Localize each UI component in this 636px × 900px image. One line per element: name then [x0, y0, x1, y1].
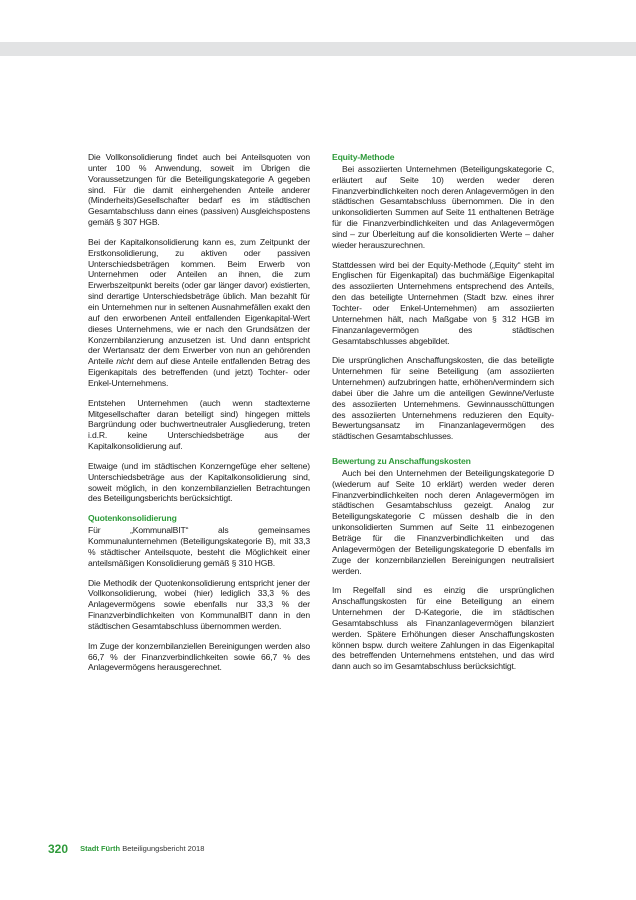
footer-brand: Stadt Fürth — [80, 844, 121, 853]
paragraph-bargruendung: Entstehen Unternehmen (auch wenn stadtexterne Mitgesellschafter daran beteiligt sind) hingegen mittels Bargründung oder buchwertneutraler Ausgliederung, treten i.d.R. keine Unterschiedsbeträge aus der Kapitalkonsolidierung auf. — [88, 397, 310, 452]
paragraph-regelfall: Im Regelfall sind es einzig die ursprünglichen Anschaffungskosten für eine Beteiligung an einem Unternehmen der D-Kategorie, die im städtischen Gesamtabschluss als Finanzanlagevermögen bilanziert werden. Spätere Erhöhungen dieser Anschaffungskosten können bspw. durch weitere Zahlungen in das Eigenkapital des betreffenden Unternehmens entstehen, und das wird dann auch so im Gesamtabschluss berücksichtigt. — [332, 585, 554, 672]
paragraph-kommunalbit: Für „KommunalBIT“ als gemeinsames Kommunalunternehmen (Beteiligungskategorie B), mit 33,3 % städtischer Anteilsquote, besteht die Möglichkeit einer anteilsmäßigen Konsolidierung gemäß § 310 HGB. — [88, 525, 310, 568]
paragraph-kategorie-d: Auch bei den Unternehmen der Beteiligungskategorie D (wiederum auf Seite 10 erklärt) werden weder deren Finanzverbindlichkeiten noch deren Anlagevermögen im städtischen Gesamtabschluss gezeigt. Analog zur Beteiligungskategorie C müssen deshalb die in den unkonsolidierten Summen auf Seite 11 einbezogenen Beträge für die Finanzverbindlichkeiten und das Anlagevermögen der Beteiligungskategorie D ebenfalls im Zuge der konzernbilanziellen Bereinigungen neutralisiert werden. — [332, 467, 554, 576]
footer-report-title: Beteiligungsbericht 2018 — [122, 844, 205, 853]
paragraph-equity-anschaffungskosten: Die ursprünglichen Anschaffungskosten, die das beteiligte Unternehmen für seine Beteiligung (am assoziierten Unternehmen) aufzubringen hatte, erhöhen/vermindern sich dabei über die Jahre um die anteiligen Gewinne/Verluste des assoziierten Unternehmens. Gewinnausschüttungen des assoziierten Unternehmens reduzieren den Equity-Bewertungsansatz im Finanzanlagevermögen des städtischen Gesamtabschlusses. — [332, 355, 554, 442]
page-number: 320 — [48, 842, 69, 856]
paragraph-kapitalkonsolidierung-text: Bei der Kapitalkonsolidierung kann es, zum Zeitpunkt der Erstkonsolidierung, zu aktiven oder passiven Unterschiedsbeträgen kommen. Beim Erwerb von Unternehmen oder Anteilen an ihnen, die zum Erwerbszeitpunkt bereits (oder gar länger davor) existierten, sind derartige Unterschiedsbeträge üblich. Man bezahlt für ein Unternehmen nur in seltenen Ausnahmefällen exakt den auf den erworbenen Anteil entfallenden Eigenkapital-Wert dieses Unternehmens, wie er nach den Grundsätzen der Konzernbilanzierung anzusetzen ist. Und dann entspricht der Wertansatz der dem Erwerber von nun an gehörenden Anteile — [88, 236, 310, 367]
right-column — [332, 152, 554, 681]
heading-bewertung-anschaffungskosten: Bewertung zu Anschaffungskosten — [332, 456, 471, 467]
paragraph-vollkonsolidierung: Die Vollkonsolidierung findet auch bei Anteilsquoten von unter 100 % Anwendung, soweit im Übrigen die Voraussetzungen für die Beteiligungskategorie A gegeben sind. Für die damit einhergehenden Anteile anderer (Minderheits)Gesellschafter bedarf es im städtischen Gesamtabschluss dann eines (passiven) Ausgleichspostens gemäß § 307 HGB. — [88, 152, 310, 228]
page-footer — [48, 842, 204, 856]
paragraph-assoziierte: Bei assoziierten Unternehmen (Beteiligungskategorie C, erläutert auf Seite 10) werden weder deren Finanzverbindlichkeiten noch deren Anlagevermögen in den städtischen Gesamtabschluss übernommen. Die in den unkonsolidierten Summen auf Seite 11 enthaltenen Beträge für die Finanzverbindlichkeiten und das Anlagevermögen sind – zur Überleitung auf die konsolidierten Werte – daher wieder herauszurechnen. — [332, 163, 554, 250]
paragraph-kapitalkonsolidierung — [88, 237, 310, 389]
emphasis-nicht: nicht — [116, 356, 134, 367]
paragraph-equity-stattdessen: Stattdessen wird bei der Equity-Methode („Equity“ steht im Englischen für Eigenkapital) das buchmäßige Eigenkapital des assoziierten Unternehmens entsprechend des Anteils, den das beteiligte Unternehmen (Stadt bzw. eines ihrer Tochter- oder Enkel-Unternehmen) am assoziierten Unternehmen hält, nach Maßgabe von § 312 HGB im Finanzanlagevermögen des städtischen Gesamtabschlusses abgebildet. — [332, 259, 554, 346]
heading-quotenkonsolidierung: Quotenkonsolidierung — [88, 513, 177, 524]
paragraph-quoten-methodik: Die Methodik der Quotenkonsolidierung entspricht jener der Vollkonsolidierung, wobei (hier) lediglich 33,3 % des Anlagevermögens sowie ebenfalls nur 33,3 % der Finanzverbindlichkeiten von KommunalBIT dann in den städtischen Gesamtabschluss übernommen werden. — [88, 577, 310, 631]
paragraph-unterschiedsbetraege: Etwaige (und im städtischen Konzerngefüge eher seltene) Unterschiedsbeträge aus der Kapitalkonsolidierung sind, soweit möglich, in den konzernbilanziellen Betrachtungen des Beteiligungsberichts berücksichtigt. — [88, 460, 310, 504]
left-column — [88, 152, 310, 682]
heading-equity-methode: Equity-Methode — [332, 152, 395, 162]
paragraph-quoten-bereinigung: Im Zuge der konzernbilanziellen Bereinigungen werden also 66,7 % der Finanzverbindlichkeiten sowie 66,7 % des Anlagevermögens herausgerechnet. — [88, 640, 310, 673]
header-band — [0, 42, 636, 56]
paragraph-kapitalkonsolidierung-tail: dem auf diese Anteile entfallenden Betrag des Eigenkapitals des betreffenden (und jetzt) Tochter- oder Enkel-Unternehmens. — [88, 356, 310, 388]
